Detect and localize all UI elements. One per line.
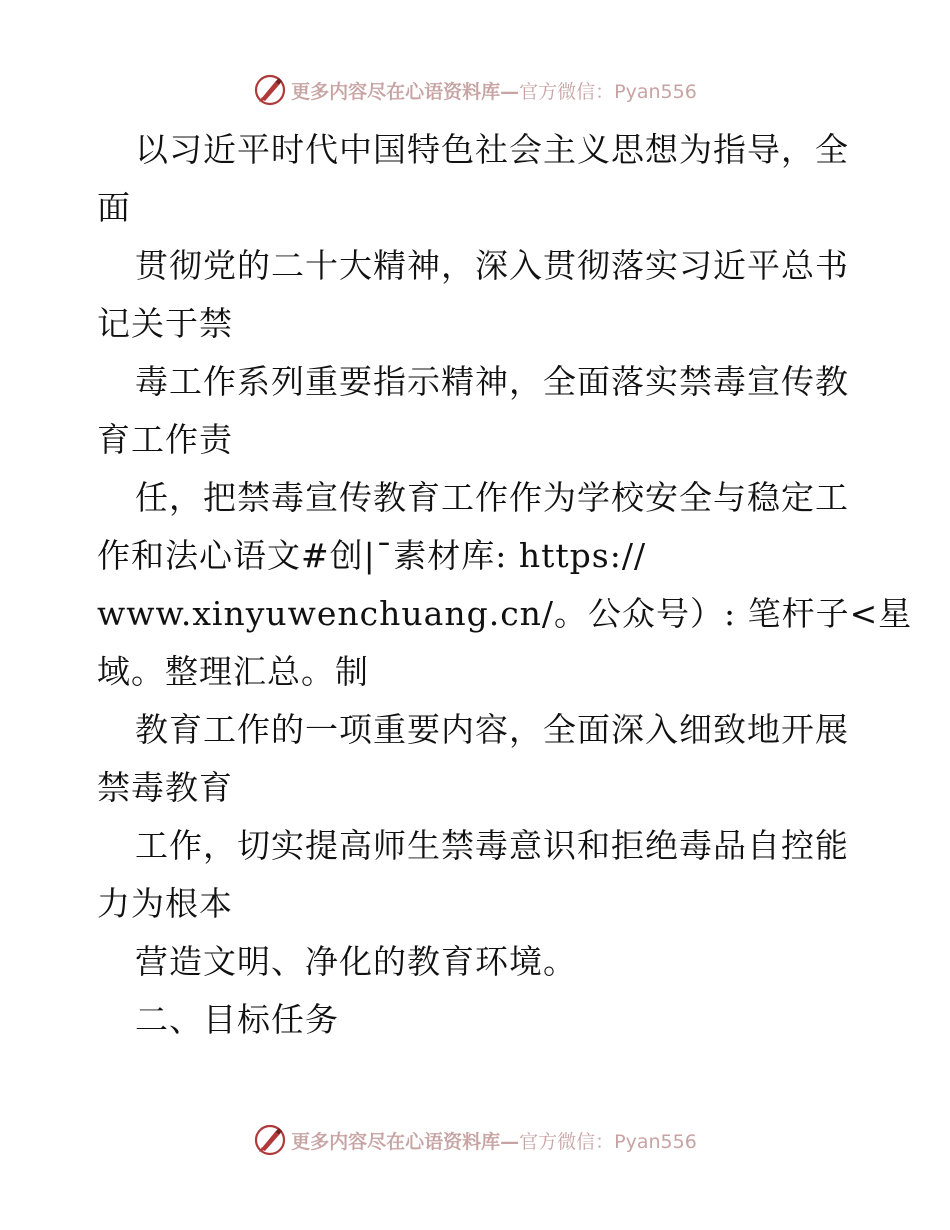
footer-contact: 官方微信：Pyan556	[519, 1130, 697, 1153]
text-line: 毒工作系列重要指示精神，全面落实禁毒宣传教	[135, 362, 849, 401]
text-line: 贯彻党的二十大精神，深入贯彻落实习近平总书	[135, 246, 849, 285]
text-line: www.xinyuwenchuang.cn/。公众号）: 笔杆子<星	[97, 594, 913, 633]
text-line: 任，把禁毒宣传教育工作作为学校安全与稳定工	[135, 478, 849, 517]
text-line: 面	[97, 188, 131, 227]
text-line: 禁毒教育	[97, 768, 233, 807]
document-body	[97, 121, 913, 1049]
pen-logo-icon	[253, 73, 287, 107]
pen-logo-icon	[253, 1123, 287, 1157]
text-line: 工作，切实提高师生禁毒意识和拒绝毒品自控能	[135, 826, 849, 865]
footer-banner	[0, 1120, 950, 1160]
header-text: 更多内容尽在心语资料库—	[291, 80, 520, 103]
section-heading: 二、目标任务	[135, 1000, 339, 1039]
text-line: 营造文明、净化的教育环境。	[135, 942, 577, 981]
header-banner	[0, 70, 950, 110]
footer-text: 更多内容尽在心语资料库—	[291, 1130, 520, 1153]
text-line: 域。整理汇总。制	[97, 652, 369, 691]
text-line: 教育工作的一项重要内容，全面深入细致地开展	[135, 710, 849, 749]
header-contact: 官方微信：Pyan556	[519, 80, 697, 103]
text-line: 以习近平时代中国特色社会主义思想为指导，全	[135, 130, 849, 169]
text-line: 育工作责	[97, 420, 233, 459]
text-line: 记关于禁	[97, 304, 233, 343]
text-line: 作和法心语文#创|¯素材库: https://	[97, 536, 647, 575]
text-line: 力为根本	[97, 884, 233, 923]
